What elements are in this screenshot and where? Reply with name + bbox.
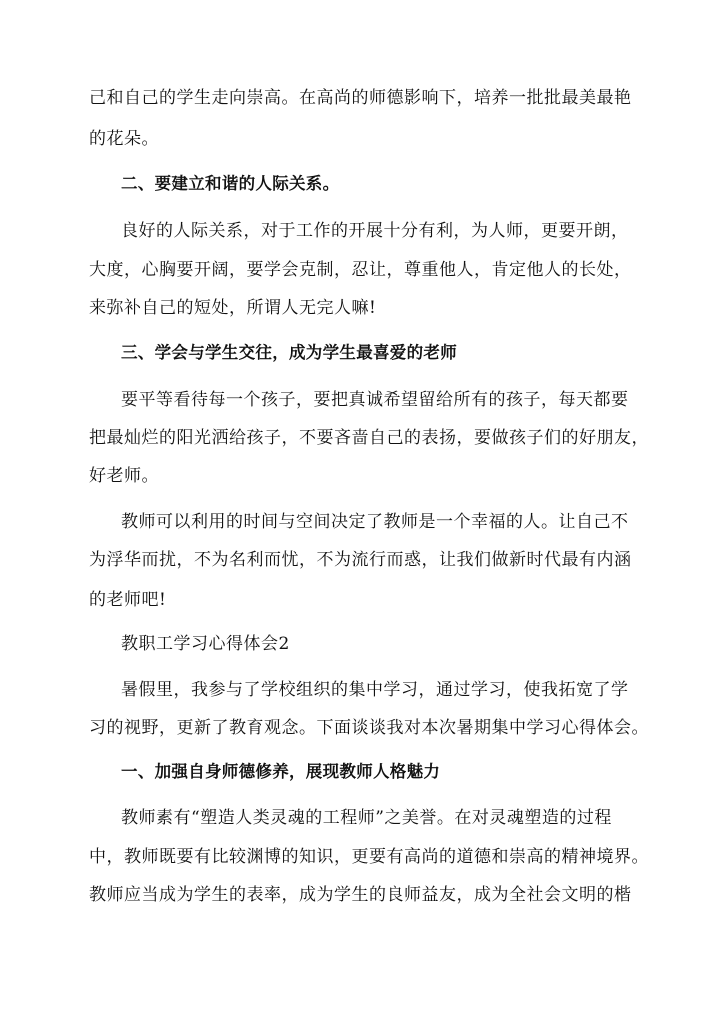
paragraph-line: 习的视野，更新了教育观念。下面谈谈我对本次暑期集中学习心得体会。 [89, 718, 649, 738]
paragraph-line: 要平等看待每一个孩子，要把真诚希望留给所有的孩子，每天都要 [121, 390, 629, 410]
section-heading: 一、加强自身师德修养，展现教师人格魅力 [121, 762, 441, 781]
paragraph-line: 为浮华而扰，不为名利而忧，不为流行而惑，让我们做新时代最有内涵 [89, 550, 632, 570]
paragraph-line: 中，教师既要有比较渊博的知识，更要有高尚的道德和崇高的精神境界。 [89, 847, 649, 867]
paragraph-line: 己和自己的学生走向崇高。在高尚的师德影响下，培养一批批最美最艳 [89, 88, 632, 108]
article-title: 教职工学习心得体会2 [121, 634, 290, 654]
paragraph-line: 教师应当成为学生的表率，成为学生的良师益友，成为全社会文明的楷 [89, 885, 632, 905]
section-heading: 二、要建立和谐的人际关系。 [121, 174, 340, 193]
paragraph-line: 来弥补自己的短处，所谓人无完人嘛! [89, 298, 377, 318]
paragraph-line: 把最灿烂的阳光洒给孩子，不要吝啬自己的表扬，要做孩子们的好朋友， [89, 428, 649, 448]
paragraph-line: 的老师吧! [89, 590, 167, 610]
paragraph-line: 教师素有“塑造人类灵魂的工程师”之美誉。在对灵魂塑造的过程 [121, 808, 612, 828]
paragraph-line: 暑假里，我参与了学校组织的集中学习，通过学习，使我拓宽了学 [121, 680, 629, 700]
paragraph-line: 教师可以利用的时间与空间决定了教师是一个幸福的人。让自己不 [121, 512, 629, 532]
paragraph-line: 的花朵。 [89, 129, 159, 149]
paragraph-line: 良好的人际关系，对于工作的开展十分有利，为人师，更要开朗， [121, 221, 629, 241]
section-heading: 三、学会与学生交往，成为学生最喜爱的老师 [121, 343, 457, 362]
paragraph-line: 大度，心胸要开阔，要学会克制，忍让，尊重他人，肯定他人的长处， [89, 260, 632, 280]
paragraph-line: 好老师。 [89, 466, 159, 486]
